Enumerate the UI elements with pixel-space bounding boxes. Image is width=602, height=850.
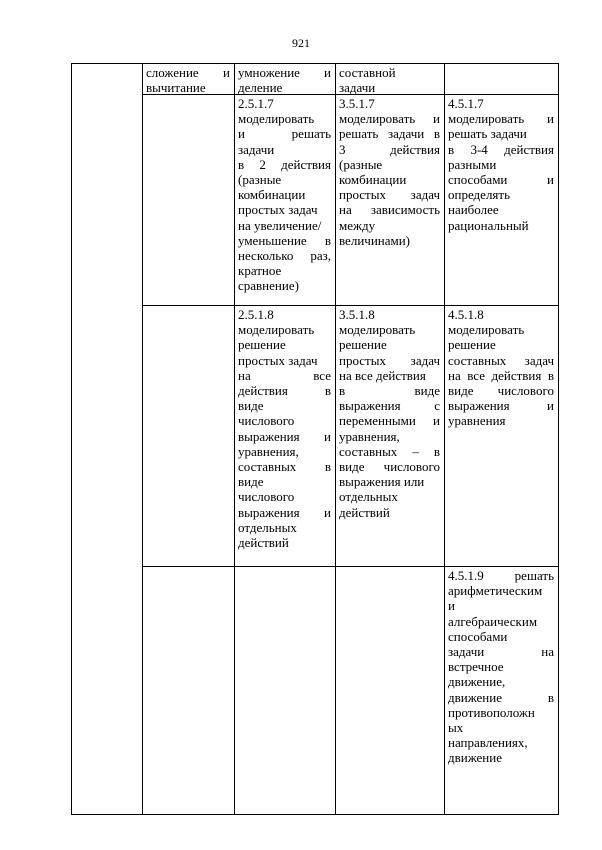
cell-line: кратное [238, 263, 282, 279]
cell-line: направлениях, [448, 735, 528, 751]
cell-line: решать задачи в [339, 126, 440, 142]
cell-line: выражения и [238, 428, 331, 444]
cell-line: в виде [339, 383, 440, 399]
cell-line: 2.5.1.8 [238, 307, 274, 322]
table-cell [234, 95, 335, 294]
cell-line: комбинации [238, 187, 306, 203]
cell-line: движение, [448, 674, 506, 690]
cell-line: арифметическим [448, 583, 543, 599]
cell-line: выражения с [339, 398, 440, 414]
cell-line: 2.5.1.7 [238, 96, 274, 111]
cell-line: действий [339, 504, 390, 520]
cell-line: отдельных [339, 489, 398, 505]
cell-line: переменными и [339, 413, 440, 429]
cell-line: между [339, 217, 376, 233]
cell-line: составных – в [339, 443, 440, 459]
cell-line: сравнение) [238, 278, 299, 294]
cell-line: рациональный [448, 217, 529, 233]
cell-line: моделировать и [448, 111, 554, 127]
table-cell [444, 306, 558, 429]
cell-line: 3.5.1.8 [339, 307, 375, 322]
table-cell [234, 306, 335, 550]
cell-line: вычитание [146, 80, 206, 96]
cell-line: моделировать [238, 322, 315, 338]
cell-line: моделировать [238, 111, 315, 127]
cell-line: разными [448, 156, 497, 172]
cell-line: деление [238, 80, 283, 96]
cell-line: встречное [448, 659, 504, 675]
cell-line: уменьшение в [238, 232, 331, 248]
cell-line: моделировать и [339, 111, 440, 127]
cell-line: действий [238, 535, 289, 551]
cell-line: в 2 действия [238, 156, 331, 172]
table-cell [335, 95, 444, 248]
cell-line: и [448, 598, 455, 614]
cell-line: виде [238, 398, 264, 414]
table-cell [444, 95, 558, 233]
table-cell [444, 567, 558, 766]
cell-line: решение [238, 337, 286, 353]
cell-line: 3.5.1.7 [339, 96, 375, 111]
cell-line: простых задач [339, 352, 440, 368]
cell-line: величинами) [339, 232, 411, 248]
page-number: 921 [292, 36, 310, 50]
table-cell [234, 64, 335, 95]
cell-line: простых задач [339, 187, 440, 203]
cell-line: виде [238, 474, 264, 490]
cell-line: решение [448, 337, 496, 353]
cell-line: 4.5.1.8 [448, 307, 484, 322]
cell-line: (разные [238, 172, 282, 188]
cell-line: виде числового [339, 459, 440, 475]
cell-line: в 3-4 действия [448, 141, 554, 157]
cell-line: выражения и [238, 504, 331, 520]
cell-line: моделировать [448, 322, 525, 338]
cell-line: на все [238, 367, 331, 383]
cell-line: составных в [238, 459, 331, 475]
cell-line: составной [339, 65, 396, 80]
cell-line: на все действия в [448, 367, 554, 383]
cell-line: решение [339, 337, 387, 353]
cell-line: умножение и [238, 65, 331, 80]
cell-line: наиболее [448, 202, 499, 218]
cell-line: выражения и [448, 398, 554, 414]
cell-line: алгебраическим [448, 613, 538, 629]
cell-line: на увеличение/ [238, 217, 322, 233]
cell-line: задачи [339, 80, 376, 96]
cell-line: простых задач [238, 202, 318, 218]
cell-line: определять [448, 187, 511, 203]
cell-line: способами и [448, 172, 554, 188]
cell-line: уравнения, [238, 443, 299, 459]
cell-line: противоположн [448, 704, 535, 720]
cell-line: задачи [238, 141, 275, 157]
cell-line: уравнения, [339, 428, 400, 444]
cell-line: отдельных [238, 519, 297, 535]
table-cell [142, 64, 234, 95]
cell-line: (разные [339, 156, 383, 172]
cell-line: несколько раз, [238, 248, 331, 264]
cell-line: на зависимость [339, 202, 440, 218]
cell-line: и решать [238, 126, 331, 142]
cell-line: движение [448, 750, 502, 766]
cell-line: выражения или [339, 474, 425, 490]
cell-line: решать задачи [448, 126, 527, 142]
cell-line: ых [448, 720, 464, 736]
cell-line: способами [448, 628, 508, 644]
cell-line: действия в [238, 383, 331, 399]
cell-line: числового [238, 413, 295, 429]
cell-line: составных задач [448, 352, 554, 368]
cell-line: комбинации [339, 172, 407, 188]
table-cell [335, 64, 444, 95]
cell-line: движение в [448, 689, 554, 705]
cell-line: уравнения [448, 413, 506, 429]
cell-line: задачи на [448, 644, 554, 660]
cell-line: сложение и [146, 65, 230, 80]
cell-line: 4.5.1.7 [448, 96, 484, 111]
cell-line: виде числового [448, 383, 554, 399]
cell-line: числового [238, 489, 295, 505]
cell-line: 4.5.1.9 решать [448, 568, 554, 583]
cell-line: моделировать [339, 322, 416, 338]
cell-line: на все действия [339, 367, 426, 383]
cell-line: простых задач [238, 352, 318, 368]
cell-line: 3 действия [339, 141, 440, 157]
table-cell [335, 306, 444, 520]
